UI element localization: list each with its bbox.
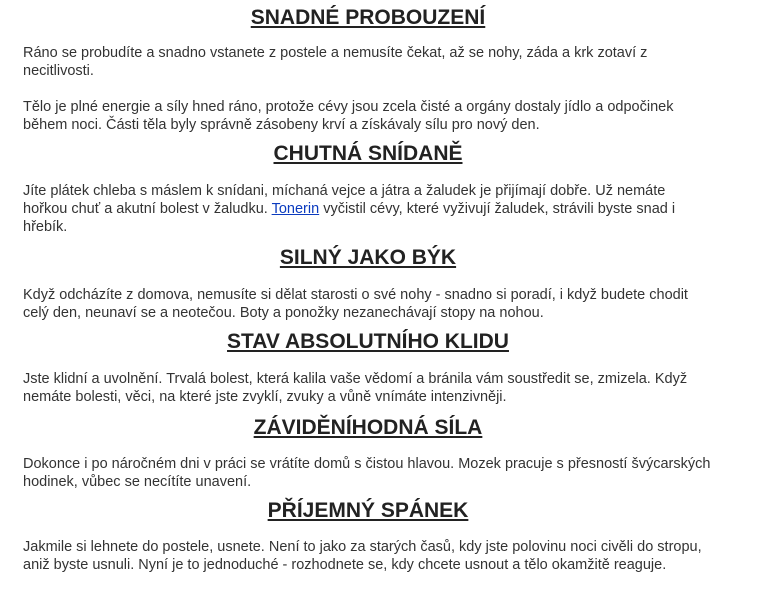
paragraph: Když odcházíte z domova, nemusíte si dělat starosti o své nohy - snadno si poradí, i když budete chodit celý den, neunaví se a neotečou. Boty a ponožky nezanechávají stopy na nohou.	[23, 287, 688, 321]
section-title-chutna-snidane: CHUTNÁ SNÍDANĚ	[273, 142, 463, 165]
section-title-stav-absolutniho-klidu: STAV ABSOLUTNÍHO KLIDU	[227, 330, 509, 353]
section-title-prijemny-spanek: PŘÍJEMNÝ SPÁNEK	[267, 499, 469, 522]
paragraph-text: vyčistil cévy, které vyživují žaludek, strávili byste snad i hřebík.	[23, 201, 676, 235]
paragraph: Ráno se probudíte a snadno vstanete z postele a nemusíte čekat, až se nohy, záda a krk zotaví z necitlivosti.	[23, 45, 648, 79]
paragraph-with-link	[23, 182, 713, 236]
tonerin-link[interactable]: Tonerin	[271, 201, 320, 217]
section-title-snadne-probouzeni: SNADNÉ PROBOUZENÍ	[250, 6, 486, 29]
section-title-silny-jako-byk: SILNÝ JAKO BÝK	[279, 246, 457, 269]
paragraph: Dokonce i po náročném dni v práci se vrátíte domů s čistou hlavou. Mozek pracuje s přesností švýcarských hodinek, vůbec se necítíte unavení.	[23, 456, 711, 490]
paragraph: Tělo je plné energie a síly hned ráno, protože cévy jsou zcela čisté a orgány dostaly jídlo a odpočinek během noci. Části těla byly správně zásobeny krví a získávaly sílu pro nový den.	[23, 99, 674, 133]
paragraph-text: Jíte plátek chleba s máslem k snídani, míchaná vejce a játra a žaludek je přijímají dobře. Už nemáte hořkou chuť a akutní bolest v žaludku.	[23, 183, 666, 217]
paragraph: Jste klidní a uvolnění. Trvalá bolest, která kalila vaše vědomí a bránila vám soustředit se, zmizela. Když nemáte bolesti, věci, na které jste zvyklí, zvuky a vůně vnímáte intenzivněji.	[23, 371, 688, 405]
paragraph: Jakmile si lehnete do postele, usnete. Není to jako za starých časů, kdy jste polovinu noci civěli do stropu, aniž byste usnuli. Nyní je to jednoduché - rozhodnete se, kdy chcete usnout a tělo okamžitě reaguje.	[23, 539, 702, 573]
section-title-zavidenihodna-sila: ZÁVIDĚNÍHODNÁ SÍLA	[253, 416, 483, 439]
